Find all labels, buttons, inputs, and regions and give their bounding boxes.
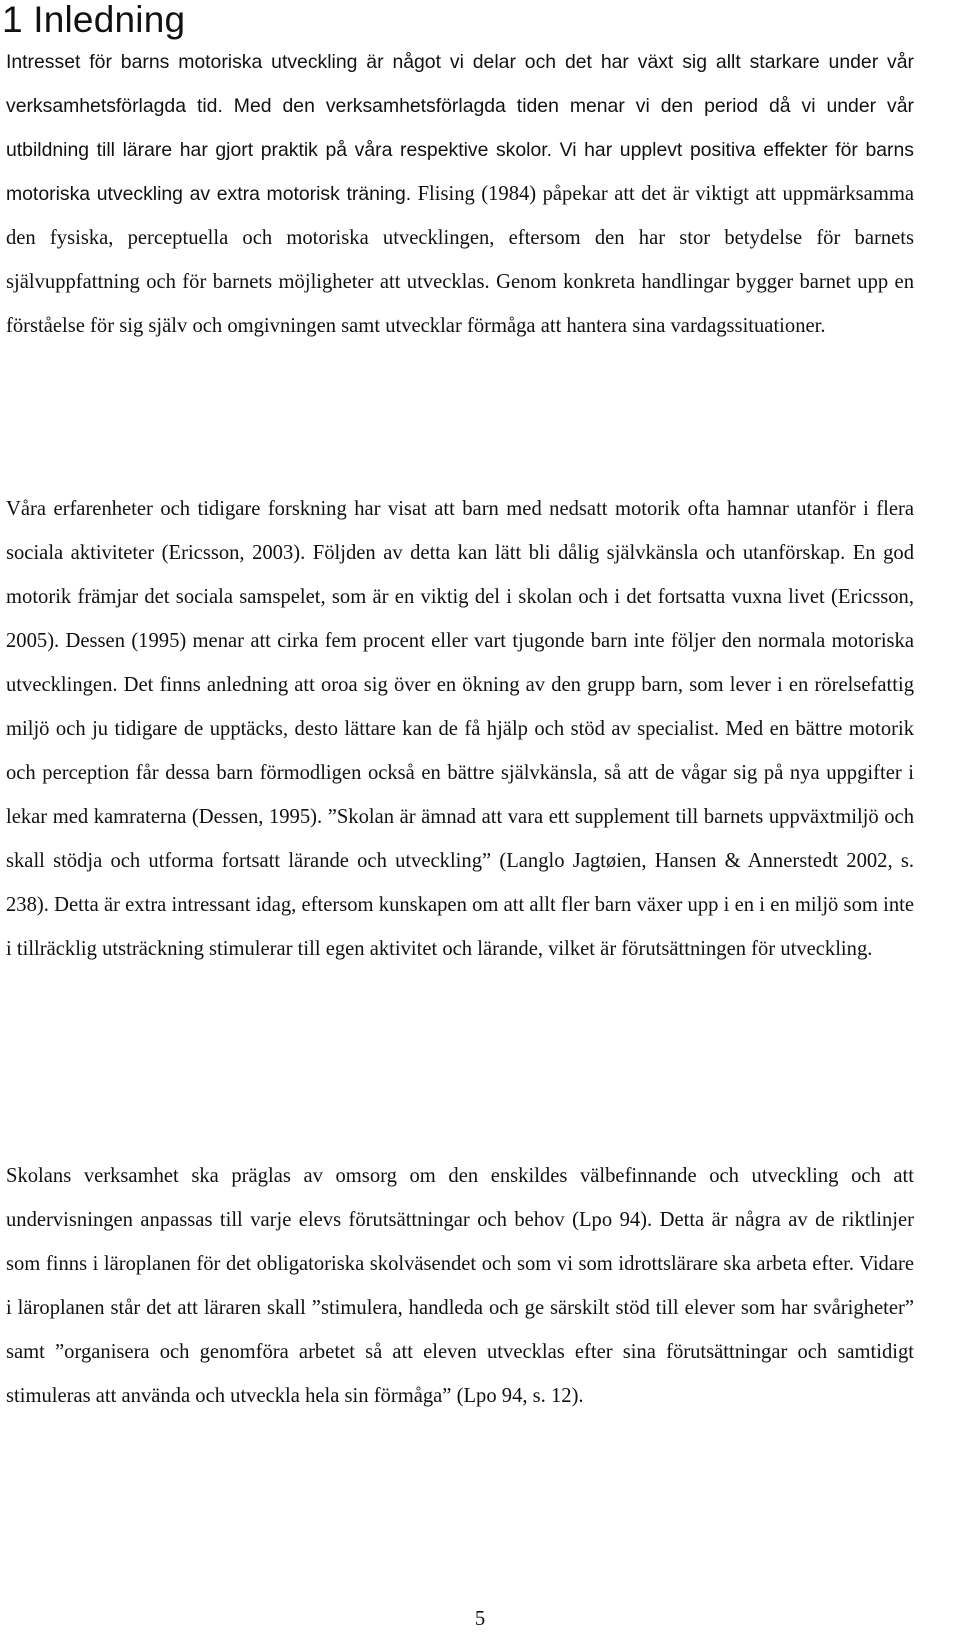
- section-heading: 1 Inledning: [2, 0, 186, 40]
- paragraph-experience: Våra erfarenheter och tidigare forskning har visat att barn med nedsatt motorik ofta hamnar utanför i flera sociala aktiviteter (Ericsson, 2003). Följden av detta kan lätt bli dålig självkänsla och utanförskap. En god motorik främjar det sociala samspelet, som är en viktig del i skolan och i det fortsatta vuxna livet (Ericsson, 2005). Dessen (1995) menar att cirka fem procent eller vart tjugonde barn inte följer den normala motoriska utvecklingen. Det finns anledning att oroa sig över en ökning av den grupp barn, som lever i en rörelsefattig miljö och ju tidigare de upptäcks, desto lättare kan de få hjälp och stöd av specialist. Med en bättre motorik och perception får dessa barn förmodligen också en bättre självkänsla, så att de vågar sig på nya uppgifter i lekar med kamraterna (Dessen, 1995). ”Skolan är ämnad att vara ett supplement till barnets uppväxtmiljö och skall stödja och utforma fortsatt lärande och utveckling” (Langlo Jagtøien, Hansen & Annerstedt 2002, s. 238). Detta är extra intressant idag, eftersom kunskapen om att allt fler barn växer upp i en i en miljö som inte i tillräcklig utsträckning stimulerar till egen aktivitet och lärande, vilket är förutsättningen för utveckling.: [6, 498, 914, 960]
- paragraph-intro-rest: Flising (1984) påpekar att det är viktigt att uppmärksamma den fysiska, perceptuella och motoriska utvecklingen, eftersom den har stor betydelse för barnets självuppfattning och för barnets möjligheter att utvecklas. Genom konkreta handlingar bygger barnet upp en förståelse för sig själv och omgivningen samt utvecklar förmåga att hantera sina vardagssituationer.: [6, 183, 914, 337]
- page-number: 5: [474, 1608, 486, 1630]
- paragraph-intro: [6, 40, 914, 348]
- paragraph-intro-lead: Intresset för barns motoriska utveckling är något vi delar och det har växt sig allt starkare under vår verksamhetsförlagda tid. Med den verksamhetsförlagda tiden menar vi den period då vi under vår utbildning till lärare har gjort praktik på våra respektive skolor. Vi har upplevt positiva effekter för barns motoriska utveckling av extra motorisk träning.: [6, 51, 914, 205]
- paragraph-curriculum: Skolans verksamhet ska präglas av omsorg om den enskildes välbefinnande och utveckling och att undervisningen anpassas till varje elevs förutsättningar och behov (Lpo 94). Detta är några av de riktlinjer som finns i läroplanen för det obligatoriska skolväsendet och som vi som idrottslärare ska arbeta efter. Vidare i läroplanen står det att läraren skall ”stimulera, handleda och ge särskilt stöd till elever som har svårigheter” samt ”organisera och genomföra arbetet så att eleven utvecklas efter sina förutsättningar och samtidigt stimuleras att använda och utveckla hela sin förmåga” (Lpo 94, s. 12).: [6, 1165, 914, 1407]
